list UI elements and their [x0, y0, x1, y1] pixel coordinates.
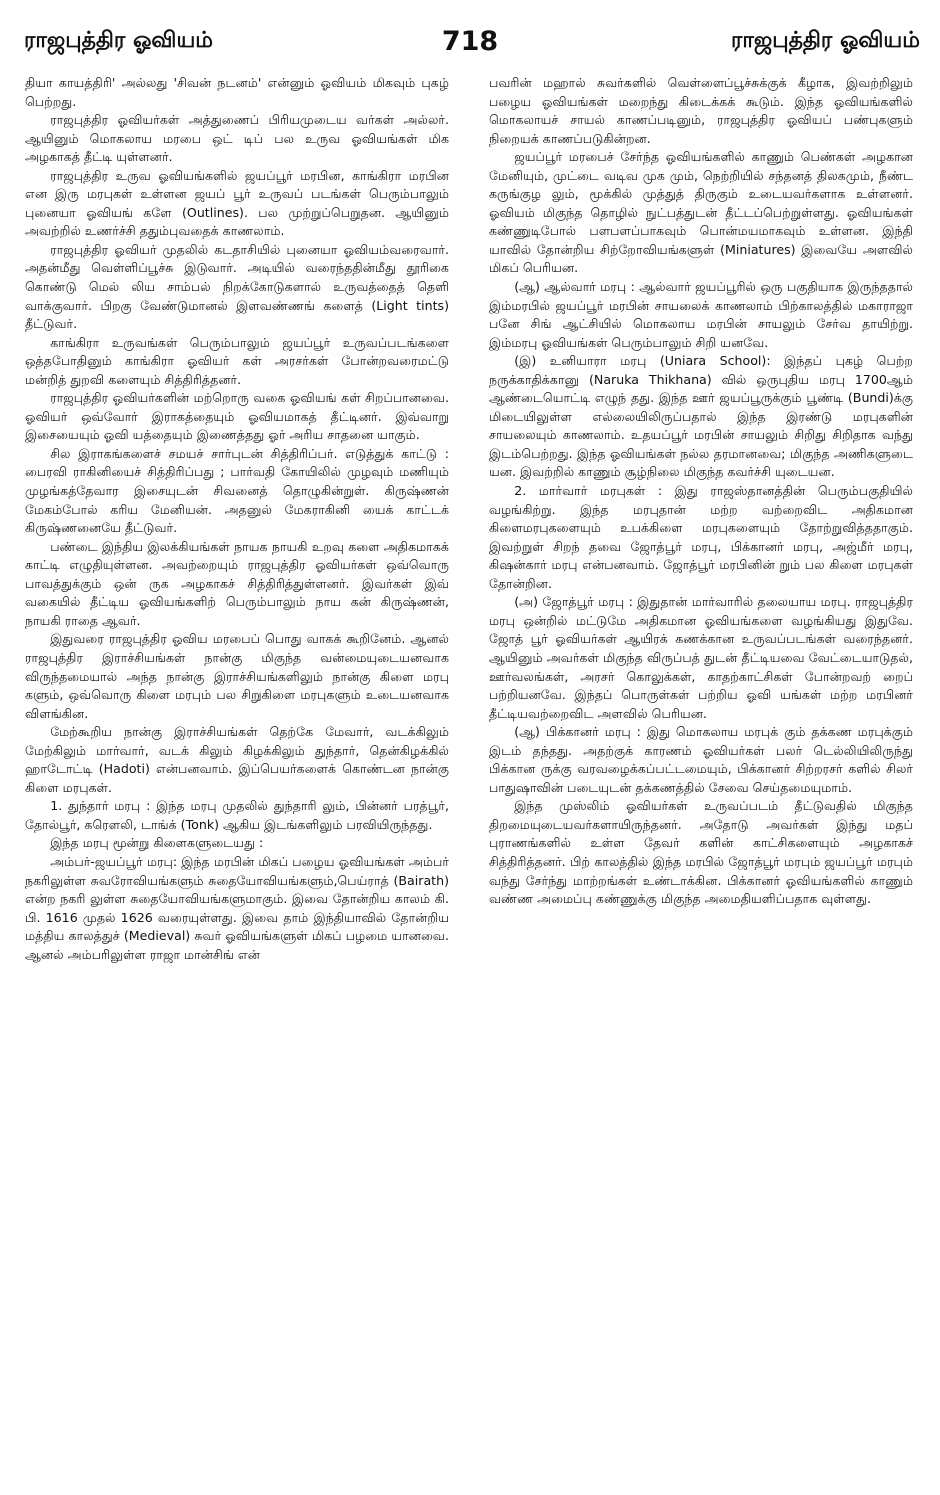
subsection-bikaner: (ஆ) பிக்கானர் மரபு : இது மொகலாய மரபுக் கும் தக்கண மரபுக்கும் இடம் தந்தது. அதற்குக் காரணம் ஓவியர்கள் பலர் டெல்லியிலிருந்து பிக்கான ருக்கு வரவழைக்கப்பட்டமையும், பிக்கானர் சிற்றரசர் களில் சிலர் பாதுஷாவின் படையுடன் தக்கணத்தில் சேவை செய்தமையுமாம்.	[489, 724, 913, 795]
paragraph: இதுவரை ராஜபுத்திர ஓவிய மரபைப் பொது வாகக் கூறினேம். ஆனல் ராஜபுத்திர இராச்சியங்கள் நான்கு மிகுந்த வன்மையுடையனவாக விருந்தமையால் அந்த நான்கு இராச்சியங்களிலும் நான்கு கிளை மரபு களும், ஒவ்வொரு கிளை மரபும் பல சிறுகிளை மரபுகளும் உடையனவாக விளங்கின.	[25, 631, 449, 721]
running-title-left: ராஜபுத்திர ஓவியம்	[24, 28, 214, 53]
subsection-uniara: (இ) உனியாரா மரபு (Uniara School): இந்தப் புகழ் பெற்ற நருக்காதிக்கானு (Naruka Thikhana) வில் ஒருபுதிய மரபு 1700ஆம் ஆண்டையொட்டி எழுந் தது. இந்த ஊர் ஜயப்பூருக்கும் பூண்டி (Bundi)க்கு மிடையிலுள்ள எல்லையிலிருப்பதால் இந்த இரண்டு மரபுகளின் சாயலையும் காணலாம். உதயப்பூர் மரபின் சாயலும் சிறிது சிறிதாக வந்து இடம்பெற்றது. இந்த ஓவியங்கள் நல்ல தரமானவை; மிகுந்த அணிகளுடை யன. இவற்றில் காணும் சூழ்நிலை மிகுந்த கவர்ச்சி யுடையன.	[489, 353, 913, 480]
page-number: 718	[441, 26, 499, 57]
paragraph: ராஜபுத்திர ஓவியர்கள் அத்துணைப் பிரியமுடைய வர்கள் அல்லர். ஆயினும் மொகலாய மரபை ஒட் டிப் பல உருவ ஓவியங்கள் மிக அழகாகத் தீட்டி யுள்ளனர்.	[25, 112, 449, 165]
running-title-right: ராஜபுத்திர ஓவியம்	[730, 28, 920, 53]
paragraph: மேற்கூறிய நான்கு இராச்சியங்கள் தெற்கே மேவார், வடக்கிலும் மேற்கிலும் மார்வார், வடக் கிலும் கிழக்கிலும் துந்தார், தென்கிழக்கில் ஹாடோட்டி (Hadoti) என்பனவாம். இப்பெயர்களைக் கொண்டன நான்கு கிளை மரபுகள்.	[25, 724, 449, 795]
paragraph: அம்பர்-ஜயப்பூர் மரபு: இந்த மரபின் மிகப் பழைய ஓவியங்கள் அம்பர் நகரிலுள்ள சுவரோவியங்களும் சுதையோவியங்களும்,பெய்ராத் (Bairath) என்ற நகரி லுள்ள சுதையோவியங்களுமாகும். இவை தோன்றிய காலம் கி. பி. 1616 முதல் 1626 வரையுள்ளது. இவை தாம் இந்தியாவில் தோன்றிய மத்திய காலத்துச் (Medieval) சுவர் ஓவியங்களுள் மிகப் பழமை யானவை. ஆனல் அம்பரிலுள்ள ராஜா மான்சிங் என்	[25, 853, 449, 962]
left-column	[25, 74, 449, 1474]
paragraph: காங்கிரா உருவங்கள் பெரும்பாலும் ஜயப்பூர் உருவப்படங்களை ஒத்தபோதினும் காங்கிரா ஓவியர் கள் அரசர்கள் போன்றவரைமட்டு மன்றித் துறவி களையும் சித்திரித்தனர்.	[25, 334, 449, 387]
right-column	[489, 74, 913, 1474]
paragraph: ராஜபுத்திர ஓவியர்களின் மற்றொரு வகை ஓவியங் கள் சிறப்பானவை. ஓவியர் ஒவ்வோர் இராகத்தையும் ஓவியமாகத் தீட்டினர். இவ்வாறு இசையையும் ஓவி யத்தையும் இணைத்தது ஓர் அரிய சாதனை யாகும்.	[25, 390, 449, 443]
page-header	[20, 26, 920, 66]
paragraph: பண்டை இந்திய இலக்கியங்கள் நாயக நாயகி உறவு களை அதிகமாகக் காட்டி எழுதியுள்ளன. அவற்றையும் ராஜபுத்திர ஓவியர்கள் ஒவ்வொரு பாவத்துக்கும் ஒன் ருக அழகாகச் சித்திரித்துள்ளனர். இவர்கள் இவ் வகையில் தீட்டிய ஓவியங்களிற் பெரும்பாலும் நாய கன் கிருஷ்ணன், நாயகி ராதை ஆவர்.	[25, 538, 449, 628]
paragraph: இந்த மரபு மூன்று கிளைகளுடையது :	[50, 835, 264, 851]
paragraph: இந்த முஸ்லிம் ஓவியர்கள் உருவப்படம் தீட்டுவதில் மிகுந்த திறமையுடையவர்களாயிருந்தனர். அதோடு அவர்கள் இந்து மதப் புராணங்களில் உள்ள தேவர் களின் காட்சிகளையும் அழகாகச் சித்திரித்தனர். பிற் காலத்தில் இந்த மரபில் ஜோத்பூர் மரபும் ஜயப்பூர் மரபும் வந்து சேர்ந்து மாற்றங்கள் உண்டாக்கின. பிக்கானர் ஓவியங்களில் காணும் வண்ண அமைப்பு கண்ணுக்கு மிகுந்த அமைதியளிப்பதாக வுள்ளது.	[489, 798, 913, 907]
paragraph: சில இராகங்களைச் சமயச் சார்புடன் சித்திரிப்பர். எடுத்துக் காட்டு : பைரவி ராகினியைச் சித்திரிப்பது ; பார்வதி கோயிலில் முழவும் மணியும் முழங்கத்தேவார இசையுடன் சிவனைத் தொழுகின்றுள். கிருஷ்ணன் மேகம்போல் கரிய மேனியன். அதனுல் மேகராகினி யைக் காட்டக் கிருஷ்ணனையே தீட்டுவர்.	[25, 445, 449, 536]
section-heading-dhundhar: 1. துந்தார் மரபு : இந்த மரபு முதலில் துந்தாரி லும், பின்னர் பரத்பூர், தோல்பூர், கரௌலி, டாங்க் (Tonk) ஆகிய இடங்களிலும் பரவியிருந்தது.	[25, 798, 449, 832]
paragraph: பவரின் மஹால் சுவர்களில் வெள்ளைப்பூச்சுக்குக் கீழாக, இவற்றிலும் பழைய ஓவியங்கள் மறைந்து கிடைக்கக் கூடும். இந்த ஓவியங்களில் மொகலாயச் சாயல் காணப்படினும், ராஜபுத்திர ஓவியப் பண்புகளும் நிறையக் காணப்படுகின்றன.	[489, 75, 913, 146]
paragraph: ராஜபுத்திர ஓவியர் முதலில் கடதாசியில் புனையா ஓவியம்வரைவார். அதன்மீது வெள்ளிப்பூச்சு இடுவார். அடியில் வரைந்ததின்மீது தூரிகை கொண்டு மெல் லிய சாம்பல் நிறக்கோடுகளால் உருவத்தைத் தெளி வாக்குவார். பிறகு வேண்டுமானல் இளவண்ணங் களைத் (Light tints) தீட்டுவர்.	[25, 241, 449, 332]
section-heading-marwar: 2. மார்வார் மரபுகள் : இது ராஜஸ்தானத்தின் பெரும்பகுதியில் வழங்கிற்று. இந்த மரபுதான் மற்ற வற்றைவிட அதிகமான கிளைமரபுகளையும் உபக்கிளை மரபுகளையும் தோற்றுவித்ததாகும். இவற்றுள் சிறந் தவை ஜோத்பூர் மரபு, பிக்கானர் மரபு, அஜ்மீர் மரபு, கிஷன்கார் மரபு என்பனவாம். ஜோத்பூர் மரபினின் றும் பல கிளை மரபுகள் தோன்றின.	[489, 483, 913, 591]
subsection-jodhpur: (அ) ஜோத்பூர் மரபு : இதுதான் மார்வாரில் தலையாய மரபு. ராஜபுத்திர மரபு ஒன்றில் மட்டுமே அதிகமான ஓவியங்களை வழங்கியது இதுவே. ஜோத் பூர் ஓவியர்கள் ஆயிரக் கணக்கான உருவப்படங்கள் வரைந்தனர். ஆயினும் அவர்கள் மிகுந்த விருப்பத் துடன் தீட்டியவை வேட்டையாடுதல், ஊர்வலங்கள், அரசர் கொலுக்கள், காதற்காட்சிகள் போன்றவற் றைப் பற்றியனவே. இந்தப் பொருள்கள் பற்றிய ஓவி யங்கள் மற்ற மரபினர் தீட்டியவற்றைவிட அளவில் பெரியன.	[489, 594, 913, 721]
subsection-alwar: (ஆ) ஆல்வார் மரபு : ஆல்வார் ஜயப்பூரில் ஒரு பகுதியாக இருந்ததால் இம்மரபில் ஜயப்பூர் மரபின் சாயலைக் காணலாம் பிற்காலத்தில் மகாராஜா பனே சிங் ஆட்சியில் மொகலாய மரபின் சாயலும் சேர்வ தாயிற்று. இம்மரபு ஓவியங்கள் பெரும்பாலும் சிறி யனவே.	[489, 279, 913, 350]
paragraph: ராஜபுத்திர உருவ ஓவியங்களில் ஜயப்பூர் மரபின, காங்கிரா மரபின என இரு மரபுகள் உள்ளன ஜயப் பூர் உருவப் படங்கள் பெரும்பாலும் புனையா ஓவியங் களே (Outlines). பல முற்றுப்பெறுதன. ஆயினும் அவற்றில் உணர்ச்சி ததும்புவதைக் காணலாம்.	[25, 167, 449, 239]
paragraph: ஜயப்பூர் மரபைச் சேர்ந்த ஓவியங்களில் காணும் பெண்கள் அழகான மேனியும், முட்டை வடிவ முக மும், நெற்றியில் சந்தனத் திலகமும், நீண்ட கருங்குழ லும், மூக்கில் முத்துத் திருகும் உடையவர்களாக உள்ளனர். ஓவியம் மிகுந்த தொழில் நுட்பத்துடன் தீட்டப்பெற்றுள்ளது. ஓவியங்கள் கண்ணுடிபோல் பளபளப்பாகவும் பொன்மயமாகவும் உள்ளன. இந்தி யாவில் தோன்றிய சிற்றோவியங்களுள் (Miniatures) இவையே அளவில் மிகப் பெரியன.	[489, 149, 913, 276]
paragraph: தியா காயத்திரி' அல்லது 'சிவன் நடனம்' என்னும் ஓவியம் மிகவும் புகழ் பெற்றது.	[25, 75, 449, 109]
